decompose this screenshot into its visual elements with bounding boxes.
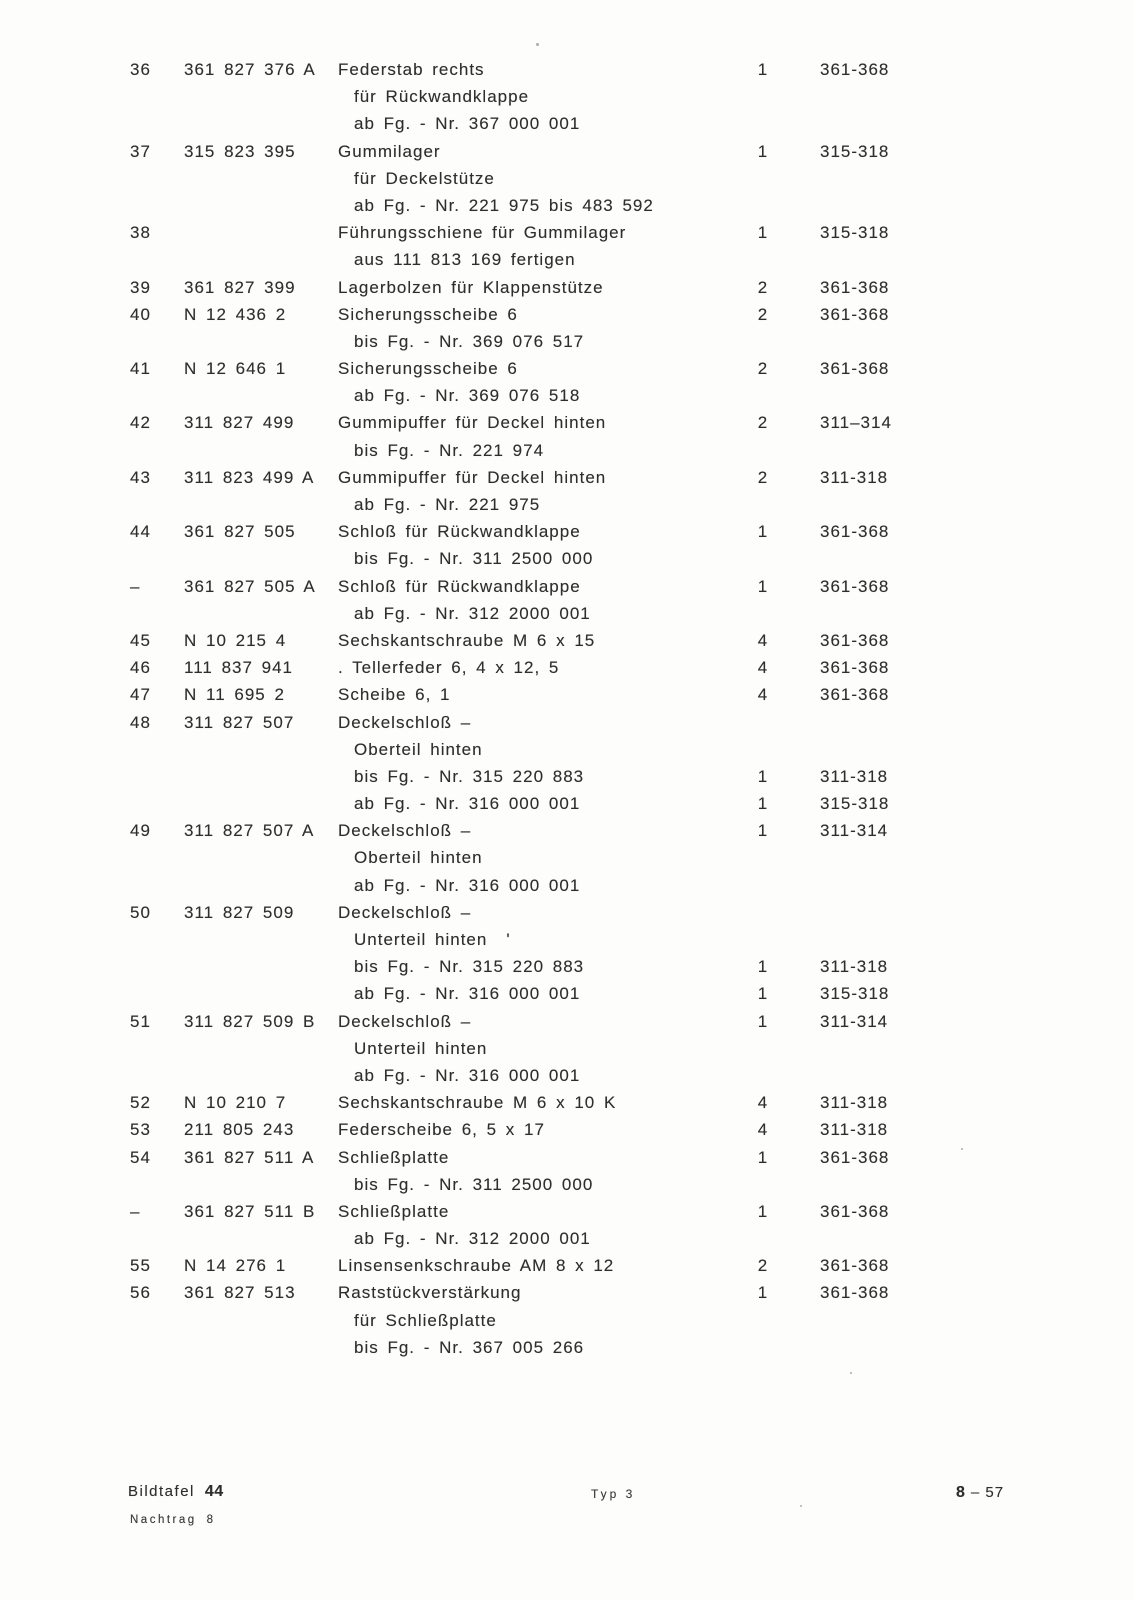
- row-quantity: 2: [757, 277, 769, 297]
- row-position-number: –: [130, 576, 141, 596]
- row-description: ab Fg. - Nr. 316 000 001: [354, 984, 581, 1004]
- scan-speck: [800, 1505, 802, 1507]
- row-position-number: 45: [130, 630, 151, 650]
- table-row: [0, 110, 1133, 137]
- table-row: [0, 83, 1133, 110]
- table-row: [0, 573, 1133, 600]
- row-part-number: 311 827 507: [184, 712, 295, 732]
- row-model-range: 311-314: [820, 1011, 889, 1031]
- row-description: Deckelschloß –: [338, 1011, 472, 1031]
- table-row: [0, 600, 1133, 627]
- table-row: [0, 1225, 1133, 1252]
- row-model-range: 315-318: [820, 141, 890, 161]
- plate-number: 44: [204, 1483, 224, 1500]
- row-description: Deckelschloß –: [338, 712, 472, 732]
- row-part-number: 311 827 507 A: [184, 821, 315, 841]
- row-description: bis Fg. - Nr. 369 076 517: [354, 331, 585, 351]
- row-part-number: 311 823 499 A: [184, 467, 315, 487]
- row-quantity: 1: [757, 766, 769, 786]
- row-description: Sicherungsscheibe 6: [338, 359, 518, 379]
- table-row: [0, 899, 1133, 926]
- row-description: Schließplatte: [338, 1201, 450, 1221]
- row-position-number: 52: [130, 1093, 151, 1113]
- row-position-number: 54: [130, 1147, 151, 1167]
- row-position-number: 47: [130, 685, 151, 705]
- row-quantity: 4: [757, 1093, 769, 1113]
- table-row: [0, 165, 1133, 192]
- table-row: [0, 355, 1133, 382]
- row-model-range: 311-318: [820, 467, 889, 487]
- row-quantity: 1: [757, 794, 769, 814]
- scan-speck: [961, 1148, 963, 1150]
- table-row: [0, 518, 1133, 545]
- row-quantity: 2: [757, 1256, 769, 1276]
- table-row: [0, 437, 1133, 464]
- row-description: Gummipuffer für Deckel hinten: [338, 413, 607, 433]
- row-quantity: 2: [757, 413, 769, 433]
- table-row: [0, 844, 1133, 871]
- row-position-number: 49: [130, 821, 151, 841]
- row-quantity: 1: [757, 957, 769, 977]
- row-model-range: 361-368: [820, 522, 890, 542]
- table-row: [0, 464, 1133, 491]
- table-row: [0, 409, 1133, 436]
- row-position-number: 46: [130, 658, 151, 678]
- row-model-range: 361-368: [820, 1147, 890, 1167]
- row-description: ab Fg. - Nr. 312 2000 001: [354, 603, 591, 623]
- row-model-range: 361-368: [820, 1283, 890, 1303]
- row-part-number: 111 837 941: [184, 658, 294, 678]
- table-row: [0, 1198, 1133, 1225]
- row-description: . Tellerfeder 6, 4 x 12, 5: [338, 658, 560, 678]
- row-part-number: 361 827 376 A: [184, 60, 316, 79]
- table-row: [0, 736, 1133, 763]
- row-description: Schloß für Rückwandklappe: [338, 576, 581, 596]
- row-description: Sechskantschraube M 6 x 10 K: [338, 1093, 617, 1113]
- table-row: [0, 872, 1133, 899]
- row-description: ab Fg. - Nr. 221 975 bis 483 592: [354, 195, 654, 215]
- row-model-range: 361-368: [820, 359, 890, 379]
- table-row: [0, 763, 1133, 790]
- row-description: ab Fg. - Nr. 316 000 001: [354, 875, 581, 895]
- row-position-number: 44: [130, 522, 151, 542]
- row-model-range: 315-318: [820, 794, 890, 814]
- row-description: Oberteil hinten: [354, 848, 483, 868]
- row-quantity: 1: [757, 1201, 769, 1221]
- row-quantity: 1: [757, 576, 769, 596]
- row-quantity: 4: [757, 658, 769, 678]
- table-row: [0, 1279, 1133, 1306]
- table-row: [0, 681, 1133, 708]
- row-description: Lagerbolzen für Klappenstütze: [338, 277, 604, 297]
- table-row: [0, 1035, 1133, 1062]
- row-model-range: 361-368: [820, 304, 890, 324]
- table-row: [0, 491, 1133, 518]
- table-row: [0, 1116, 1133, 1143]
- table-row: [0, 1144, 1133, 1171]
- row-position-number: 36: [130, 60, 151, 79]
- row-description: Deckelschloß –: [338, 821, 472, 841]
- row-description: bis Fg. - Nr. 315 220 883: [354, 766, 585, 786]
- row-model-range: 315-318: [820, 223, 890, 243]
- row-position-number: 38: [130, 223, 151, 243]
- row-description: Federstab rechts: [338, 60, 485, 79]
- table-row: [0, 1252, 1133, 1279]
- row-description: bis Fg. - Nr. 221 974: [354, 440, 545, 460]
- row-part-number: N 11 695 2: [184, 685, 285, 705]
- row-model-range: 361-368: [820, 277, 890, 297]
- scan-speck: [536, 43, 539, 46]
- row-description: für Deckelstütze: [354, 168, 495, 188]
- row-position-number: 42: [130, 413, 151, 433]
- row-quantity: 1: [757, 821, 769, 841]
- row-quantity: 1: [757, 223, 769, 243]
- row-model-range: 361-368: [820, 1201, 890, 1221]
- supplement-number: 8: [206, 1514, 216, 1526]
- row-part-number: N 10 215 4: [184, 630, 287, 650]
- row-description: ab Fg. - Nr. 316 000 001: [354, 794, 581, 814]
- row-description: Sicherungsscheibe 6: [338, 304, 518, 324]
- row-description: für Rückwandklappe: [354, 87, 530, 107]
- row-part-number: 311 827 509: [184, 902, 295, 922]
- table-row: [0, 926, 1133, 953]
- row-quantity: 1: [757, 1147, 769, 1167]
- row-description: Gummipuffer für Deckel hinten: [338, 467, 607, 487]
- row-description: Gummilager: [338, 141, 441, 161]
- scan-speck: [850, 1372, 852, 1374]
- table-row: [0, 301, 1133, 328]
- row-position-number: 53: [130, 1120, 151, 1140]
- type-label: Typ 3: [591, 1487, 636, 1501]
- row-position-number: 37: [130, 141, 151, 161]
- row-position-number: –: [130, 1201, 141, 1221]
- row-quantity: 1: [757, 984, 769, 1004]
- row-position-number: 50: [130, 902, 151, 922]
- table-row: [0, 817, 1133, 844]
- page-number: [956, 1483, 1004, 1502]
- row-quantity: 2: [757, 467, 769, 487]
- table-row: [0, 1089, 1133, 1116]
- table-row: [0, 1008, 1133, 1035]
- row-quantity: 4: [757, 630, 769, 650]
- row-description: Raststückverstärkung: [338, 1283, 522, 1303]
- row-position-number: 55: [130, 1256, 151, 1276]
- row-model-range: 311-318: [820, 1120, 889, 1140]
- table-row: [0, 1307, 1133, 1334]
- row-quantity: 2: [757, 304, 769, 324]
- row-part-number: 361 827 505: [184, 522, 296, 542]
- table-row: [0, 219, 1133, 246]
- table-row: [0, 246, 1133, 273]
- row-description: ab Fg. - Nr. 312 2000 001: [354, 1229, 591, 1249]
- row-description: bis Fg. - Nr. 315 220 883: [354, 957, 585, 977]
- table-row: [0, 953, 1133, 980]
- table-row: [0, 790, 1133, 817]
- row-position-number: 40: [130, 304, 151, 324]
- table-row: [0, 138, 1133, 165]
- row-part-number: 361 827 505 A: [184, 576, 316, 596]
- table-row: [0, 382, 1133, 409]
- row-position-number: 51: [130, 1011, 151, 1031]
- row-model-range: 311-318: [820, 1093, 889, 1113]
- table-row: [0, 627, 1133, 654]
- row-description: ab Fg. - Nr. 221 975: [354, 495, 541, 514]
- row-description: bis Fg. - Nr. 367 005 266: [354, 1337, 585, 1357]
- row-model-range: 361-368: [820, 658, 890, 678]
- row-part-number: N 10 210 7: [184, 1093, 287, 1113]
- table-row: [0, 545, 1133, 572]
- row-quantity: 4: [757, 685, 769, 705]
- row-model-range: 311-318: [820, 766, 889, 786]
- row-description: Deckelschloß –: [338, 902, 472, 922]
- row-description: ab Fg. - Nr. 367 000 001: [354, 114, 581, 134]
- row-part-number: N 12 436 2: [184, 304, 287, 324]
- row-model-range: 311-314: [820, 821, 889, 841]
- row-position-number: 43: [130, 467, 151, 487]
- row-model-range: 361-368: [820, 60, 890, 79]
- row-part-number: 315 823 395: [184, 141, 296, 161]
- row-part-number: 211 805 243: [184, 1120, 295, 1140]
- row-description: bis Fg. - Nr. 311 2500 000: [354, 1174, 594, 1194]
- row-description: Federscheibe 6, 5 x 17: [338, 1120, 545, 1140]
- row-part-number: 311 827 509 B: [184, 1011, 316, 1031]
- row-model-range: 361-368: [820, 685, 890, 705]
- row-description: Führungsschiene für Gummilager: [338, 223, 627, 243]
- row-description: ab Fg. - Nr. 316 000 001: [354, 1065, 581, 1085]
- row-part-number: 361 827 511 A: [184, 1147, 315, 1167]
- table-row: [0, 1171, 1133, 1198]
- table-row: [0, 56, 1133, 83]
- row-part-number: N 14 276 1: [184, 1256, 287, 1276]
- table-row: [0, 1062, 1133, 1089]
- row-model-range: 311–314: [820, 413, 892, 433]
- row-part-number: 311 827 499: [184, 413, 295, 433]
- table-row: [0, 1334, 1133, 1361]
- row-description: für Schließplatte: [354, 1310, 497, 1330]
- row-description: Linsensenkschraube AM 8 x 12: [338, 1256, 615, 1276]
- row-description: Oberteil hinten: [354, 739, 483, 759]
- row-model-range: 361-368: [820, 576, 890, 596]
- row-description: aus 111 813 169 fertigen: [354, 250, 576, 270]
- row-position-number: 48: [130, 712, 151, 732]
- parts-table: [0, 56, 1133, 1361]
- page-number-section: 8: [956, 1484, 966, 1501]
- row-description: Schließplatte: [338, 1147, 450, 1167]
- row-description: ab Fg. - Nr. 369 076 518: [354, 386, 581, 406]
- table-row: [0, 192, 1133, 219]
- row-model-range: 311-318: [820, 957, 889, 977]
- row-description: Unterteil hinten ': [354, 930, 511, 949]
- row-description: Scheibe 6, 1: [338, 685, 451, 705]
- row-model-range: 315-318: [820, 984, 890, 1004]
- row-part-number: 361 827 513: [184, 1283, 296, 1303]
- row-quantity: 1: [757, 60, 769, 79]
- table-row: [0, 654, 1133, 681]
- row-description: Schloß für Rückwandklappe: [338, 522, 581, 542]
- row-part-number: N 12 646 1: [184, 359, 287, 379]
- row-quantity: 1: [757, 1011, 769, 1031]
- row-quantity: 1: [757, 1283, 769, 1303]
- row-description: bis Fg. - Nr. 311 2500 000: [354, 549, 594, 569]
- row-description: Sechskantschraube M 6 x 15: [338, 630, 596, 650]
- row-model-range: 361-368: [820, 630, 890, 650]
- row-part-number: 361 827 399: [184, 277, 296, 297]
- row-position-number: 41: [130, 359, 151, 379]
- plate-label: Bildtafel: [128, 1483, 195, 1500]
- plate-reference: [128, 1482, 224, 1501]
- table-row: [0, 980, 1133, 1007]
- row-quantity: 1: [757, 522, 769, 542]
- row-quantity: 1: [757, 141, 769, 161]
- supplement-reference: [130, 1514, 216, 1528]
- row-position-number: 56: [130, 1283, 151, 1303]
- table-row: [0, 274, 1133, 301]
- row-model-range: 361-368: [820, 1256, 890, 1276]
- row-position-number: 39: [130, 277, 151, 297]
- supplement-label: Nachtrag: [130, 1514, 197, 1526]
- row-part-number: 361 827 511 B: [184, 1201, 316, 1221]
- table-row: [0, 328, 1133, 355]
- page-number-rest: – 57: [970, 1484, 1005, 1501]
- row-quantity: 2: [757, 359, 769, 379]
- row-description: Unterteil hinten: [354, 1038, 488, 1058]
- row-quantity: 4: [757, 1120, 769, 1140]
- table-row: [0, 709, 1133, 736]
